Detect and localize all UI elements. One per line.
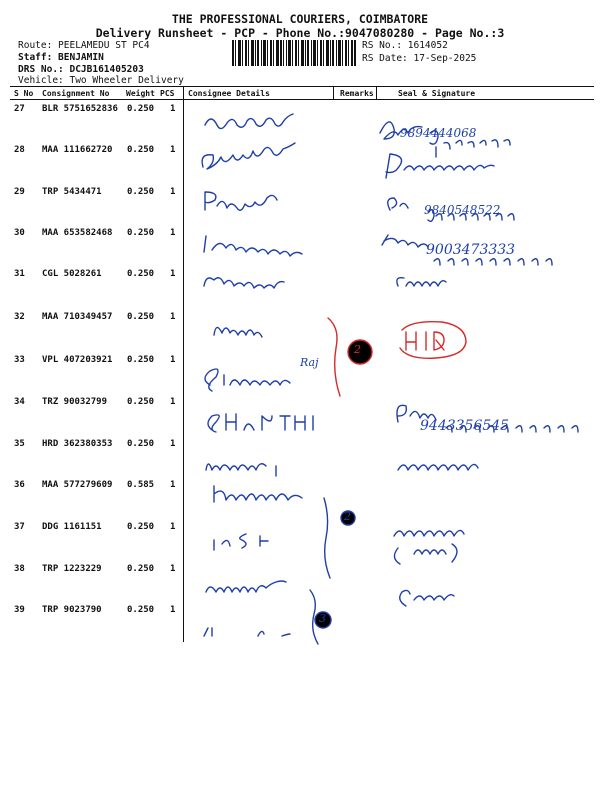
company-title: THE PROFESSIONAL COURIERS, COIMBATORE [171,12,429,26]
row-consignment: CGL 5028261 [42,269,102,279]
row-sno: 34 [14,397,25,407]
handwriting-bracket-count: 2 [344,510,351,523]
row-pcs: 1 [170,187,176,197]
header-sno: S No [14,89,34,98]
row-weight: 0.250 [127,397,155,407]
row-weight: 0.250 [127,145,155,155]
handwriting-red-mark [400,322,466,359]
row-weight: 0.250 [127,522,155,532]
row-sno: 29 [14,187,25,197]
row-consignment: MAA 577279609 [42,480,113,490]
handwriting-consignee [208,414,313,432]
row-sno: 30 [14,228,25,238]
row-pcs: 1 [170,312,176,322]
row-pcs: 1 [170,605,176,615]
vehicle-label: Vehicle: Two Wheeler Delivery [18,75,184,86]
handwriting-signature [400,590,454,606]
row-pcs: 1 [170,439,176,449]
handwriting-phone: 9003473333 [426,242,516,258]
header-pcs: PCS [160,89,175,98]
row-weight: 0.585 [127,480,155,490]
handwriting-consignee [204,278,284,288]
row-sno: 32 [14,312,25,322]
handwriting-bracket-count: 2 [354,343,361,356]
row-weight: 0.250 [127,564,155,574]
handwriting-consignee [205,369,290,391]
row-sno: 36 [14,480,25,490]
handwriting-consignee [214,327,262,337]
row-consignment: TRP 1223229 [42,564,102,574]
row-weight: 0.250 [127,187,155,197]
row-pcs: 1 [170,104,176,114]
row-pcs: 1 [170,522,176,532]
row-consignment: MAA 111662720 [42,145,113,155]
row-weight: 0.250 [127,104,155,114]
handwriting-bracket [324,498,330,578]
header-consignment: Consignment No [42,89,110,98]
handwriting-consignee [206,464,276,476]
row-weight: 0.250 [127,355,155,365]
row-weight: 0.250 [127,605,155,615]
row-sno: 33 [14,355,25,365]
header-consignee: Consignee Details [188,89,270,98]
row-pcs: 1 [170,145,176,155]
row-weight: 0.250 [127,269,155,279]
rs-date: RS Date: 17-Sep-2025 [362,53,477,64]
handwriting-consignee [206,581,286,592]
row-consignment: TRZ 90032799 [42,397,108,407]
row-consignment: MAA 710349457 [42,312,113,322]
route-label: Route: PEELAMEDU ST PC4 [18,40,150,51]
row-sno: 28 [14,145,25,155]
row-sno: 35 [14,439,25,449]
handwriting-signature [397,278,446,286]
row-consignment: DDG 1161151 [42,522,102,532]
header-remarks: Remarks [340,89,374,98]
runsheet-subtitle: Delivery Runsheet - PCP - Phone No.:9047080280 - Page No.:3 [95,26,505,40]
row-consignment: VPL 407203921 [42,355,113,365]
rs-number: RS No.: 1614052 [362,40,448,51]
row-pcs: 1 [170,228,176,238]
row-sno: 31 [14,269,25,279]
handwriting-consignee [205,192,277,210]
handwriting-signature [394,530,464,564]
handwriting-consignee [202,143,295,169]
header-weight: Weight [126,89,155,98]
row-consignment: TRP 9023790 [42,605,102,615]
row-weight: 0.250 [127,312,155,322]
staff-label: Staff: BENJAMIN [18,52,104,63]
header-seal-signature: Seal & Signature [398,89,476,98]
row-pcs: 1 [170,480,176,490]
handwriting-phone: 9894444068 [400,126,477,140]
handwriting-phone: 9840548522 [424,203,501,217]
row-sno: 37 [14,522,25,532]
handwriting-overwrite: Raj [300,356,319,369]
row-weight: 0.250 [127,228,155,238]
row-consignment: MAA 653582468 [42,228,113,238]
row-weight: 0.250 [127,439,155,449]
row-pcs: 1 [170,397,176,407]
row-pcs: 1 [170,269,176,279]
row-sno: 39 [14,605,25,615]
row-consignment: TRP 5434471 [42,187,102,197]
handwriting-consignee [214,486,302,502]
handwriting-consignee [204,236,302,256]
row-pcs: 1 [170,355,176,365]
row-sno: 27 [14,104,25,114]
row-consignment: BLR 5751652836 [42,104,118,114]
handwriting-consignee [205,114,293,129]
handwriting-consignee [214,534,268,550]
handwriting-red-mark [328,318,340,396]
drs-number: DRS No.: DCJB161405203 [18,64,144,75]
handwriting-phone: 9443356545 [420,418,510,434]
row-sno: 38 [14,564,25,574]
handwriting-bracket-count: 3 [319,612,326,625]
row-consignment: HRD 362380353 [42,439,113,449]
handwriting-signature [398,464,478,470]
handwriting-consignee [204,628,290,636]
handwriting-signature [386,154,494,178]
row-pcs: 1 [170,564,176,574]
